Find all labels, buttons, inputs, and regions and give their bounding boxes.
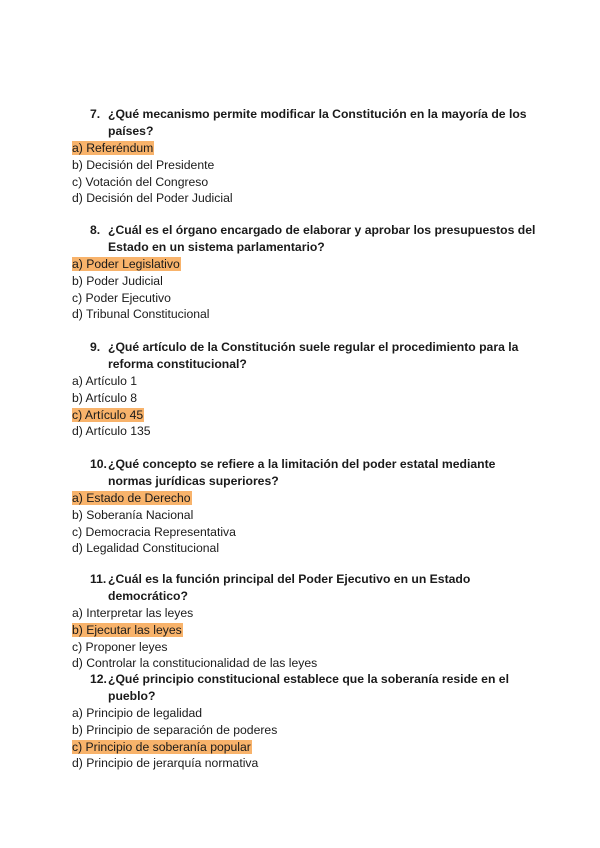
option-d: d) Controlar la constitucionalidad de las leyes: [72, 656, 318, 671]
option-d: d) Artículo 135: [72, 424, 151, 439]
question-9: [72, 339, 542, 440]
option-a-correct: a) Poder Legislativo: [72, 257, 180, 271]
option-b: b) Soberanía Nacional: [72, 507, 194, 522]
option-c: c) Proponer leyes: [72, 639, 168, 654]
question-heading: [72, 106, 542, 139]
option-a: a) Artículo 1: [72, 374, 138, 388]
options-list: [72, 705, 542, 772]
option-d: d) Legalidad Constitucional: [72, 541, 220, 556]
option-c: c) Poder Ejecutivo: [72, 290, 171, 305]
options-list: [72, 256, 542, 323]
question-number: 9.: [90, 340, 101, 354]
option-b-correct: b) Ejecutar las leyes: [72, 622, 182, 637]
question-number: 7.: [90, 107, 101, 121]
options-list: [72, 490, 542, 557]
question-number: 10.: [90, 457, 107, 471]
option-b: b) Poder Judicial: [72, 273, 163, 288]
question-heading: [72, 339, 542, 372]
option-b: b) Principio de separación de poderes: [72, 722, 278, 737]
question-heading: [72, 571, 542, 604]
option-c: c) Votación del Congreso: [72, 174, 209, 189]
question-text: ¿Cuál es la función principal del Poder Ejecutivo en un Estado democrático?: [108, 572, 471, 603]
option-d: d) Principio de jerarquía normativa: [72, 756, 259, 771]
question-text: ¿Cuál es el órgano encargado de elaborar y aprobar los presupuestos del Estado en un sistema parlamentario?: [108, 223, 536, 254]
question-heading: [72, 222, 542, 255]
option-a-correct: a) Referéndum: [72, 141, 154, 155]
option-a: a) Principio de legalidad: [72, 706, 203, 720]
question-12: [72, 671, 542, 772]
question-text: ¿Qué concepto se refiere a la limitación del poder estatal mediante normas jurídicas superiores?: [108, 457, 496, 488]
option-c: c) Democracia Representativa: [72, 524, 236, 539]
question-number: 12.: [90, 672, 107, 686]
option-c-correct: c) Principio de soberanía popular: [72, 739, 251, 754]
option-a: a) Interpretar las leyes: [72, 606, 194, 620]
question-number: 8.: [90, 223, 101, 237]
option-d: d) Tribunal Constitucional: [72, 307, 210, 322]
option-d: d) Decisión del Poder Judicial: [72, 191, 233, 206]
options-list: [72, 140, 542, 207]
question-text: ¿Qué principio constitucional establece que la soberanía reside en el pueblo?: [108, 672, 509, 703]
options-list: [72, 373, 542, 440]
option-b: b) Decisión del Presidente: [72, 157, 215, 172]
option-b: b) Artículo 8: [72, 390, 138, 405]
question-text: ¿Qué artículo de la Constitución suele regular el procedimiento para la reforma constitucional?: [108, 340, 519, 371]
option-c-correct: c) Artículo 45: [72, 407, 144, 422]
question-heading: [72, 456, 542, 489]
option-a-correct: a) Estado de Derecho: [72, 491, 191, 505]
question-heading: [72, 671, 542, 704]
question-8: [72, 222, 542, 323]
question-10: [72, 456, 542, 557]
question-11: [72, 571, 542, 672]
question-number: 11.: [90, 572, 107, 586]
question-7: [72, 106, 542, 207]
options-list: [72, 605, 542, 672]
question-text: ¿Qué mecanismo permite modificar la Constitución en la mayoría de los países?: [108, 107, 527, 138]
